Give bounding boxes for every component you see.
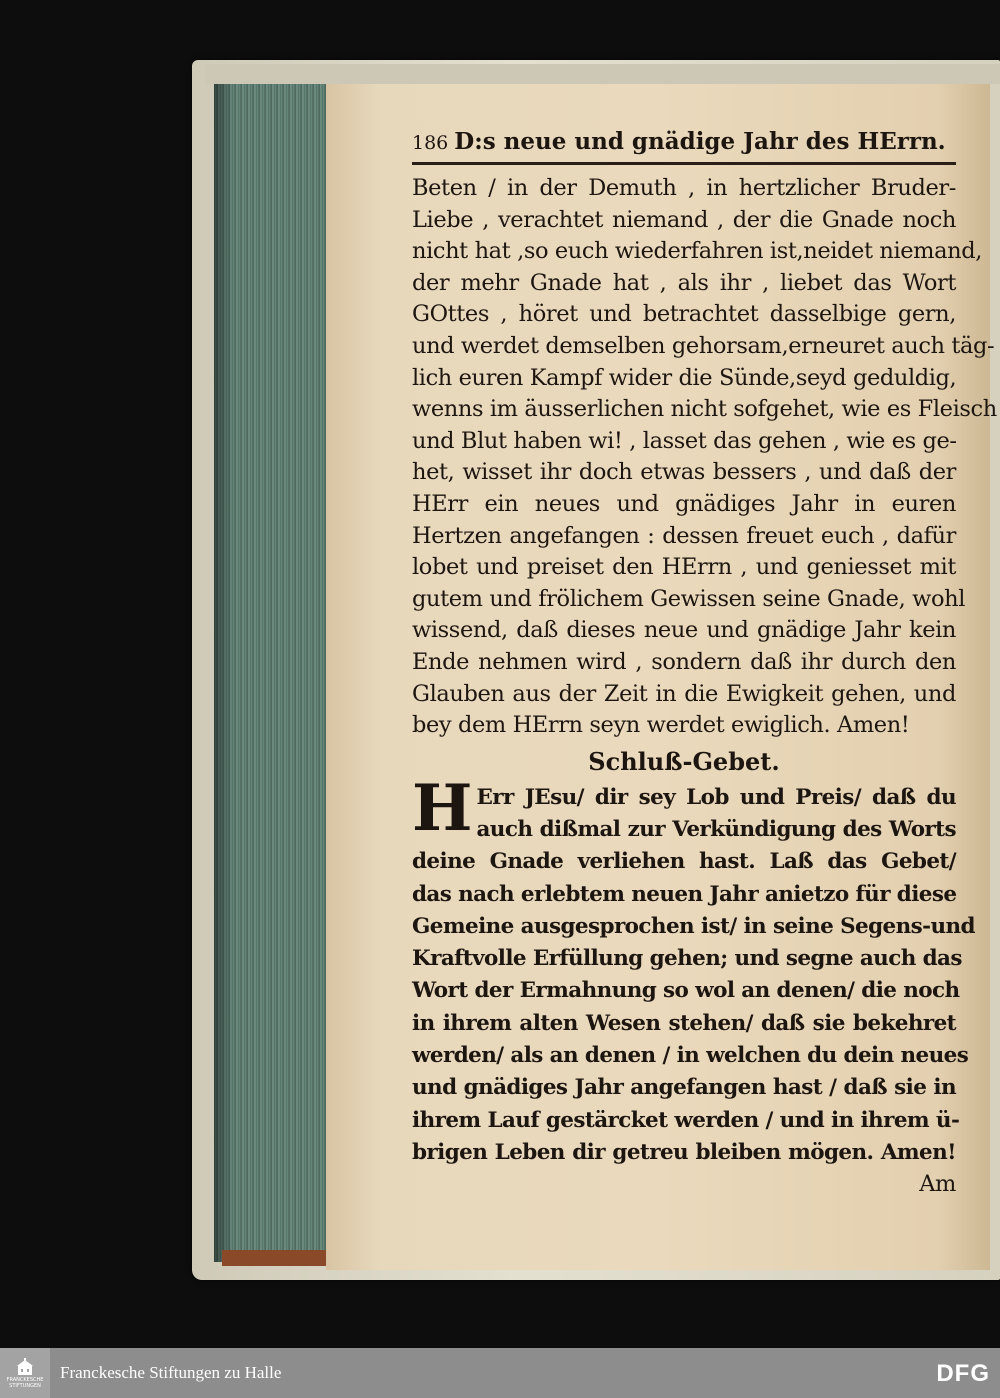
drop-cap: H — [412, 770, 473, 846]
text-line: lich euren Kampf wider die Sünde,seyd geduldig, — [412, 364, 957, 391]
logo-text-line-1: FRANCKESCHE — [6, 1377, 44, 1383]
text-line: GOttes , höret und betrachtet dasselbige gern, — [412, 301, 956, 328]
running-header — [412, 128, 956, 160]
book-cover-top-edge — [205, 64, 1000, 84]
text-line: nicht hat ,so euch wiederfahren ist,neidet niemand, — [412, 238, 982, 265]
text-line: bey dem HErrn seyn werdet ewiglich. Amen! — [412, 712, 910, 739]
page-text-block — [412, 128, 997, 1201]
catchword: Am — [919, 1171, 956, 1198]
text-line: Gemeine ausgesprochen ist/ in seine Segens-und — [412, 913, 975, 939]
text-line: Err JEsu/ dir sey Lob und Preis/ daß du — [476, 784, 956, 810]
text-line: und werdet demselben gehorsam,erneuret auch täg- — [412, 332, 995, 359]
text-line: wenns im äusserlichen nicht sofgehet, wie es Fleisch — [412, 396, 997, 423]
text-line: in ihrem alten Wesen stehen/ daß sie bekehret — [412, 1010, 956, 1036]
text-line: der mehr Gnade hat , als ihr , liebet das Wort — [412, 269, 956, 296]
page-edges-shadow — [214, 84, 234, 1262]
text-line: und gnädiges Jahr angefangen hast / daß sie in — [412, 1075, 956, 1101]
text-line: Beten / in der Demuth , in hertzlicher Bruder- — [412, 175, 956, 201]
dfg-logo[interactable]: DFG — [936, 1360, 990, 1387]
institution-name: Franckesche Stiftungen zu Halle — [60, 1363, 282, 1382]
text-line: Liebe , verachtet niemand , der die Gnade noch — [412, 206, 956, 233]
sermon-text — [412, 173, 997, 742]
text-line: und Blut haben wi! , lasset das gehen , wie es ge- — [412, 427, 957, 454]
text-line: deine Gnade verliehen hast. Laß das Gebet/ — [412, 849, 956, 875]
text-line: brigen Leben dir getreu bleiben mögen. Amen! — [412, 1139, 956, 1165]
text-line: werden/ als an denen / in welchen du dein neues — [412, 1043, 969, 1069]
text-line: HErr ein neues und gnädiges Jahr in euren — [412, 490, 956, 517]
viewer-footer — [0, 1348, 1000, 1398]
text-line: Glauben aus der Zeit in die Ewigkeit gehen, und — [412, 680, 956, 707]
page-number: 186 — [412, 132, 449, 154]
text-line: ihrem Lauf gestärcket werden / und in ihrem ü- — [412, 1107, 960, 1133]
text-line: Wort der Ermahnung so wol an denen/ die noch — [412, 978, 960, 1004]
institution-logo[interactable] — [0, 1348, 50, 1398]
text-line: Ende nehmen wird , sondern daß ihr durch den — [412, 648, 956, 675]
headband — [222, 1250, 330, 1266]
text-line: gutem und frölichem Gewissen seine Gnade, wohl — [412, 585, 965, 612]
orphanage-building-icon — [15, 1357, 35, 1377]
text-line: das nach erlebtem neuen Jahr anietzo für diese — [412, 881, 957, 907]
header-rule — [412, 162, 956, 165]
text-line: auch dißmal zur Verkündigung des Worts — [476, 816, 956, 842]
running-head-title: D:s neue und gnädige Jahr des HErrn. — [454, 128, 946, 155]
text-line: Hertzen angefangen : dessen freuet euch , dafür — [412, 522, 956, 549]
text-line: lobet und preiset den HErrn , und geniesset mit — [412, 554, 956, 581]
prayer-heading: Schluß-Gebet. — [588, 746, 780, 776]
text-line: Kraftvolle Erfüllung gehen; und segne auch das — [412, 946, 962, 972]
text-line: het, wisset ihr doch etwas bessers , und daß der — [412, 459, 956, 486]
prayer-text — [412, 770, 975, 1170]
book-page — [326, 84, 997, 1270]
logo-text-line-2: STIFTUNGEN — [9, 1383, 41, 1389]
text-line: wissend, daß dieses neue und gnädige Jahr kein — [412, 617, 956, 644]
